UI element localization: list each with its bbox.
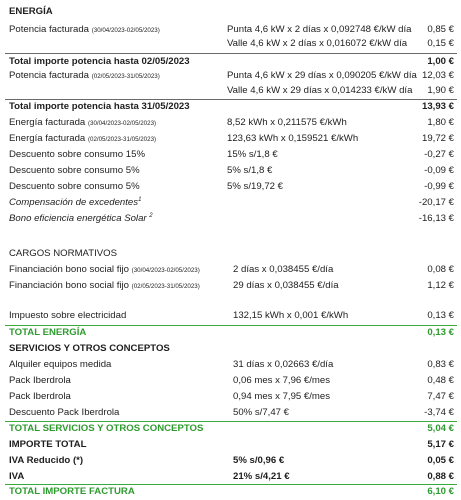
line-detail: 21% s/4,21 €: [233, 471, 290, 482]
line-label: Alquiler equipos medida: [9, 359, 112, 370]
line-period: (30/04/2023-02/05/2023): [87, 120, 157, 127]
line-amount: 0,08 €: [427, 264, 454, 275]
line-amount: 19,72 €: [421, 133, 454, 144]
line-amount: 7,47 €: [427, 391, 454, 402]
line-label: Energía facturada: [9, 117, 86, 128]
line-label: Bono eficiencia energética Solar: [9, 213, 147, 224]
divider: [5, 484, 457, 485]
line-amount: -20,17 €: [418, 197, 454, 208]
line-label: Pack Iberdrola: [9, 375, 71, 386]
line-amount: 0,48 €: [427, 375, 454, 386]
line-amount: 5,17 €: [427, 439, 454, 450]
line-detail: Valle 4,6 kW x 29 días x 0,014233 €/kW día: [227, 85, 413, 96]
line-amount: 0,13 €: [427, 310, 454, 321]
divider: [5, 99, 457, 100]
line-amount: 13,93 €: [421, 101, 454, 112]
section-title: ENERGÍA: [9, 6, 53, 17]
line-label: Financiación bono social fijo: [9, 264, 129, 275]
line-amount: 1,00 €: [427, 56, 454, 67]
section-title: SERVICIOS Y OTROS CONCEPTOS: [9, 343, 170, 354]
line-amount: 0,83 €: [427, 359, 454, 370]
line-label: Total importe potencia hasta 02/05/2023: [9, 56, 190, 67]
divider: [5, 53, 457, 54]
line-amount: 6,10 €: [427, 486, 454, 497]
line-label: Energía facturada: [9, 133, 86, 144]
line-label: Financiación bono social fijo: [9, 280, 129, 291]
line-amount: 0,13 €: [427, 327, 454, 338]
line-detail: 132,15 kWh x 0,001 €/kWh: [233, 310, 349, 321]
line-amount: -0,99 €: [424, 181, 454, 192]
line-detail: 50% s/7,47 €: [233, 407, 290, 418]
line-label: Impuesto sobre electricidad: [9, 310, 127, 321]
line-amount: 0,85 €: [427, 24, 454, 35]
line-label: Descuento sobre consumo 15%: [9, 149, 145, 160]
footnote-mark: 1: [138, 196, 142, 203]
line-label: Potencia facturada: [9, 70, 90, 81]
line-amount: -0,27 €: [424, 149, 454, 160]
line-amount: 0,15 €: [427, 38, 454, 49]
line-detail: 0,06 mes x 7,96 €/mes: [233, 375, 331, 386]
line-detail: 5% s/1,8 €: [227, 165, 273, 176]
line-label: IVA Reducido (*): [9, 455, 84, 466]
line-amount: 12,03 €: [421, 70, 454, 81]
line-detail: 5% s/0,96 €: [233, 455, 285, 466]
line-amount: 5,04 €: [427, 423, 454, 434]
line-amount: -3,74 €: [424, 407, 454, 418]
line-detail: 31 días x 0,02663 €/día: [233, 359, 334, 370]
line-detail: 2 días x 0,038455 €/día: [233, 264, 334, 275]
divider: [5, 325, 457, 326]
line-amount: -0,09 €: [424, 165, 454, 176]
line-amount: 1,80 €: [427, 117, 454, 128]
line-detail: Punta 4,6 kW x 29 días x 0,090205 €/kW día: [227, 70, 417, 81]
line-detail: 123,63 kWh x 0,159521 €/kWh: [227, 133, 359, 144]
line-label: Descuento sobre consumo 5%: [9, 181, 140, 192]
line-period: (30/04/2023-02/05/2023): [91, 27, 160, 34]
line-detail: 0,94 mes x 7,95 €/mes: [233, 391, 331, 402]
line-detail: 29 días x 0,038455 €/día: [233, 280, 339, 291]
line-label: TOTAL IMPORTE FACTURA: [9, 486, 135, 497]
line-detail: Valle 4,6 kW x 2 días x 0,016072 €/kW día: [227, 38, 408, 49]
line-detail: Punta 4,6 kW x 2 días x 0,092748 €/kW día: [227, 24, 412, 35]
section-title: CARGOS NORMATIVOS: [9, 248, 118, 259]
line-period: (02/05/2023-31/05/2023): [87, 136, 157, 143]
line-amount: 0,05 €: [427, 455, 454, 466]
line-label: Compensación de excedentes: [9, 197, 139, 208]
line-label: TOTAL ENERGÍA: [9, 327, 87, 338]
line-label: Descuento Pack Iberdrola: [9, 407, 120, 418]
line-label: IVA: [9, 471, 25, 482]
line-label: IMPORTE TOTAL: [9, 439, 87, 450]
line-label: TOTAL SERVICIOS Y OTROS CONCEPTOS: [9, 423, 204, 434]
line-detail: 5% s/19,72 €: [227, 181, 284, 192]
line-amount: 0,88 €: [427, 471, 454, 482]
line-period: (02/05/2023-31/05/2023): [91, 73, 160, 80]
line-detail: 8,52 kWh x 0,211575 €/kWh: [227, 117, 347, 128]
line-label: Potencia facturada: [9, 24, 90, 35]
divider: [5, 421, 457, 422]
line-label: Total importe potencia hasta 31/05/2023: [9, 101, 190, 112]
footnote-mark: 2: [149, 212, 153, 219]
line-amount: -16,13 €: [418, 213, 454, 224]
line-detail: 15% s/1,8 €: [227, 149, 278, 160]
line-amount: 1,12 €: [427, 280, 454, 291]
line-label: Pack Iberdrola: [9, 391, 71, 402]
line-period: (30/04/2023-02/05/2023): [131, 267, 200, 274]
line-label: Descuento sobre consumo 5%: [9, 165, 140, 176]
line-amount: 1,90 €: [427, 85, 454, 96]
line-period: (02/05/2023-31/05/2023): [131, 283, 200, 290]
